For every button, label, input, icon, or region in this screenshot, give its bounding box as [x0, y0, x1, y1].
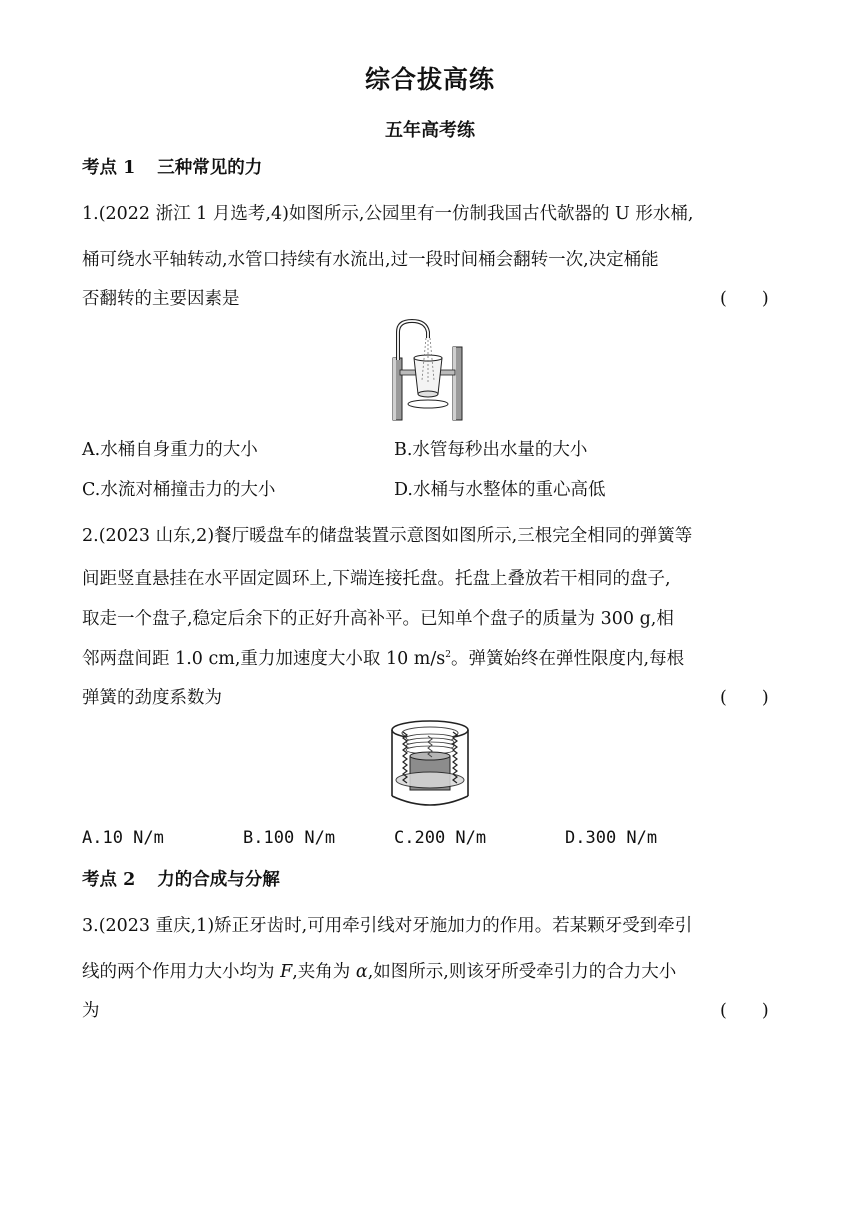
option-c: C.200 N/m [394, 828, 487, 848]
question-1-line-3: 否翻转的主要因素是 [82, 289, 240, 309]
angle-symbol: α [355, 962, 368, 982]
section-heading-2 [82, 866, 280, 891]
answer-blank-3: ( ) [720, 1001, 769, 1021]
superscript-2: 2 [445, 650, 452, 661]
option-a: A.水桶自身重力的大小 [82, 440, 258, 460]
answer-blank-2: ( ) [720, 688, 769, 708]
water-bucket-figure [382, 318, 472, 422]
page-subtitle: 五年高考练 [385, 120, 475, 141]
question-2-line-3: 取走一个盘子,稳定后余下的正好升高补平。已知单个盘子的质量为 300 g,相 [82, 609, 674, 629]
question-2-line-4 [82, 645, 684, 670]
q3-text-c: ,如图所示,则该牙所受牵引力的合力大小 [367, 962, 677, 982]
option-b: B.100 N/m [243, 828, 336, 848]
q3-text-b: ,夹角为 [292, 962, 356, 982]
section-heading-1 [82, 154, 262, 179]
question-3-line-2 [82, 958, 676, 983]
question-2-line-4-text: 邻两盘间距 1.0 cm,重力加速度大小取 10 m/s [82, 649, 446, 669]
section-label: 考点 2 [82, 870, 136, 890]
question-2-line-5: 弹簧的劲度系数为 [82, 688, 222, 708]
question-1-line-1: 1.(2022 浙江 1 月选考,4)如图所示,公园里有一仿制我国古代欹器的 U 形水桶, [82, 204, 694, 224]
question-3-line-1: 3.(2023 重庆,1)矫正牙齿时,可用牵引线对牙施加力的作用。若某颗牙受到牵引 [82, 916, 693, 936]
option-a: A.10 N/m [82, 828, 164, 848]
answer-blank-1: ( ) [720, 289, 769, 309]
option-b: B.水管每秒出水量的大小 [394, 440, 588, 460]
page-title: 综合拔高练 [364, 65, 495, 94]
question-2-line-1: 2.(2023 山东,2)餐厅暖盘车的储盘装置示意图如图所示,三根完全相同的弹簧等 [82, 526, 693, 546]
section-name: 力的合成与分解 [157, 870, 280, 890]
question-2-line-4-tail: 。弹簧始终在弹性限度内,每根 [451, 649, 685, 669]
section-label: 考点 1 [82, 158, 136, 178]
section-name: 三种常见的力 [157, 158, 263, 178]
q3-text-a: 线的两个作用力大小均为 [82, 962, 281, 982]
option-c: C.水流对桶撞击力的大小 [82, 480, 276, 500]
question-1-line-2: 桶可绕水平轴转动,水管口持续有水流出,过一段时间桶会翻转一次,决定桶能 [82, 250, 659, 270]
question-2-line-2: 间距竖直悬挂在水平固定圆环上,下端连接托盘。托盘上叠放若干相同的盘子, [82, 569, 671, 589]
question-3-line-3: 为 [82, 1001, 100, 1021]
force-symbol: F [280, 962, 293, 982]
option-d: D.水桶与水整体的重心高低 [394, 480, 606, 500]
plate-warmer-figure [387, 718, 473, 810]
option-d: D.300 N/m [565, 828, 658, 848]
